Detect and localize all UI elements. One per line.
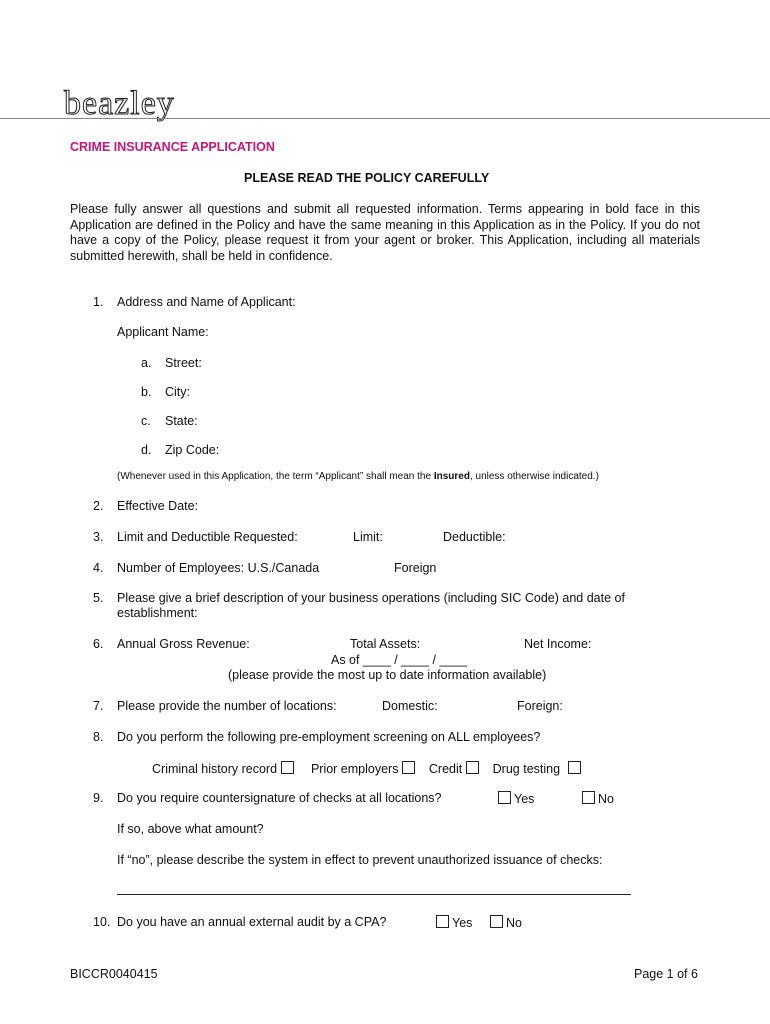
q5-text-line1: Please give a brief description of your business operations (including SIC Code) and date of [117, 591, 625, 605]
zip-marker: d. [141, 443, 152, 457]
q9-if-so: If so, above what amount? [117, 822, 264, 836]
q1-text: Address and Name of Applicant: [117, 295, 296, 309]
domestic-label: Domestic: [382, 699, 438, 713]
note-bold-term: Insured [433, 471, 470, 482]
credit-label: Credit [428, 762, 463, 776]
form-code: BICCR0040415 [70, 967, 158, 981]
q3-number: 3. [93, 530, 104, 544]
q9-answer-line[interactable] [117, 894, 631, 895]
q9-no-option [578, 791, 614, 806]
q5-number: 5. [93, 591, 104, 605]
total-assets-label: Total Assets: [350, 637, 421, 651]
q6-text: Annual Gross Revenue: [117, 637, 250, 651]
q10-no-option [486, 915, 522, 930]
q1-number: 1. [93, 295, 104, 309]
q9-yes-checkbox[interactable] [498, 791, 511, 804]
q4-number: 4. [93, 561, 104, 575]
q9-yes-label: Yes [514, 792, 535, 806]
q9-no-checkbox[interactable] [582, 791, 595, 804]
applicant-name-label: Applicant Name: [117, 325, 209, 339]
q8-text: Do you perform the following pre-employment screening on ALL employees? [117, 730, 541, 744]
svg-text:beazley: beazley [64, 85, 175, 122]
q2-text: Effective Date: [117, 499, 199, 513]
q3-text: Limit and Deductible Requested: [117, 530, 298, 544]
page-number: Page 1 of 6 [634, 967, 698, 981]
q7-number: 7. [93, 699, 104, 713]
q6-number: 6. [93, 637, 104, 651]
q9-yes-option [494, 791, 534, 806]
as-of-date: As of ____ / ____ / ____ [331, 653, 468, 667]
criminal-history-checkbox[interactable] [281, 761, 294, 774]
city-marker: b. [141, 385, 152, 399]
q6-note: (please provide the most up to date information available) [228, 668, 547, 682]
drug-testing-checkbox[interactable] [568, 761, 581, 774]
state-marker: c. [141, 414, 151, 428]
q7-text: Please provide the number of locations: [117, 699, 337, 713]
beazley-logo [62, 84, 232, 134]
form-title: CRIME INSURANCE APPLICATION [70, 140, 275, 154]
net-income-label: Net Income: [524, 637, 592, 651]
deductible-label: Deductible: [443, 530, 506, 544]
q10-yes-label: Yes [452, 916, 473, 930]
q9-no-label: No [598, 792, 614, 806]
drug-testing-label: Drug testing [492, 762, 561, 776]
form-subtitle: PLEASE READ THE POLICY CAREFULLY [244, 171, 490, 185]
state-label: State: [165, 414, 198, 428]
q5-text-line2: establishment: [117, 606, 198, 620]
applicant-definition-note [117, 471, 599, 482]
q10-yes-checkbox[interactable] [436, 915, 449, 928]
q10-yes-option [432, 915, 472, 930]
q9-number: 9. [93, 791, 104, 805]
street-marker: a. [141, 356, 152, 370]
q10-number: 10. [93, 915, 111, 929]
screening-options [152, 761, 584, 776]
header-rule [0, 118, 770, 119]
foreign-locations-label: Foreign: [517, 699, 563, 713]
q10-no-label: No [506, 916, 522, 930]
zip-label: Zip Code: [165, 443, 220, 457]
q4-text: Number of Employees: U.S./Canada [117, 561, 320, 575]
prior-employers-label: Prior employers [310, 762, 399, 776]
foreign-employees-label: Foreign [394, 561, 437, 575]
credit-checkbox[interactable] [466, 761, 479, 774]
note-suffix: , unless otherwise indicated.) [469, 471, 599, 482]
prior-employers-checkbox[interactable] [402, 761, 415, 774]
q9-text: Do you require countersignature of checks at all locations? [117, 791, 442, 805]
street-label: Street: [165, 356, 202, 370]
q2-number: 2. [93, 499, 104, 513]
limit-label: Limit: [353, 530, 383, 544]
criminal-history-label: Criminal history record [152, 762, 278, 776]
q10-text: Do you have an annual external audit by a CPA? [117, 915, 387, 929]
q10-no-checkbox[interactable] [490, 915, 503, 928]
city-label: City: [165, 385, 190, 399]
note-prefix: (Whenever used in this Application, the term “Applicant” shall mean the [117, 471, 434, 482]
q9-if-no: If “no”, please describe the system in effect to prevent unauthorized issuance of checks: [117, 853, 603, 867]
q8-number: 8. [93, 730, 104, 744]
intro-paragraph: Please fully answer all questions and submit all requested information. Terms appearing in bold face in this Application are defined in the Policy and have the same meaning in this Application as in the Policy. If you do not have a copy of the Policy, please request it from your agent or broker. This Application, including all materials submitted herewith, shall be held in confidence. [70, 202, 700, 263]
